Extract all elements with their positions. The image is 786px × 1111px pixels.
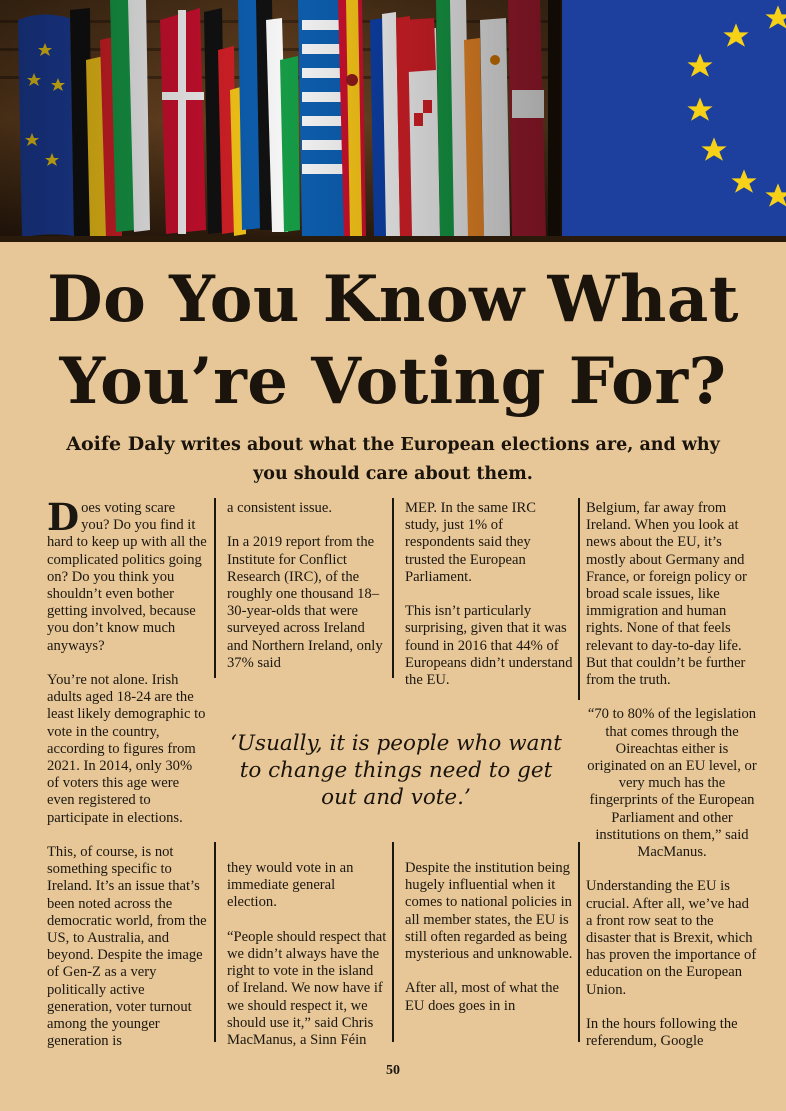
column-rule xyxy=(578,498,580,700)
paragraph: In the hours following the referendum, Google xyxy=(586,1015,738,1050)
paragraph xyxy=(47,495,207,655)
pull-quote: ‘Usually, it is people who want to change things need to get out and vote.’ xyxy=(230,731,562,810)
hero-flags-photo xyxy=(0,0,786,242)
paragraph: MEP. In the same IRC study, just 1% of respondents said they trusted the European Parliament. xyxy=(405,500,536,585)
column-3-top xyxy=(405,500,573,689)
paragraph: Belgium, far away from Ireland. When you look at news about the EU, it’s mostly about Germany and France, or foreign policy or broad scale issues, like immigration and human rights. None of that feels relevant to day-to-day life. But that couldn’t be further from the truth. xyxy=(586,500,747,689)
paragraph: After all, most of what the EU does goes in in xyxy=(405,980,560,1014)
column-rule xyxy=(214,842,216,1042)
column-2-top xyxy=(227,500,387,672)
paragraph: a consistent issue. xyxy=(227,500,332,516)
paragraph: they would vote in an immediate general election. xyxy=(227,860,354,911)
column-3-bottom xyxy=(405,860,573,1015)
quote-paragraph: “70 to 80% of the legislation that comes through the Oireachtas either is originated on an EU level, or very much has the fingerprints of the European Parliament and other institutions on them,” said MacManus. xyxy=(587,706,757,861)
paragraph: In a 2019 report from the Institute for Conflict Research (IRC), of the roughly one thousand 18–30-year-olds that were surveyed across Ireland and Northern Ireland, only 37% said xyxy=(227,534,383,671)
column-rule xyxy=(392,842,394,1042)
paragraph: Despite the institution being hugely influential when it comes to national policies in all member states, the EU is still often regarded as being mysterious and unknowable. xyxy=(405,860,573,963)
paragraph: Understanding the EU is crucial. After all, we’ve had a front row seat to the disaster that is Brexit, which has proven the importance of education on the European Union. xyxy=(586,878,757,998)
paragraph: This, of course, is not something specific to Ireland. It’s an issue that’s been noted across the democratic world, from the US, to Australia, and beyond. Despite the image of Gen-Z as a very politically active generation, voter turnout among the younger generation is xyxy=(47,844,207,1050)
column-rule xyxy=(214,498,216,678)
paragraph: “People should respect that we didn’t always have the right to vote in the island of Ireland. We now have if we should respect it, we should use it,” said Chris MacManus, a Sinn Féin xyxy=(227,928,387,1049)
author-name: Aoife Daly xyxy=(66,433,175,455)
standfirst-text: writes about what the European elections are, and why you should care about them. xyxy=(174,435,720,484)
drop-cap: D xyxy=(47,495,80,539)
paragraph-text: oes voting scare you? Do you find it hard to keep up with all the complicated politics going on? Do you think you shouldn’t even bother getting involved, because you don’t know much anyways? xyxy=(47,500,207,654)
paragraph: You’re not alone. Irish adults aged 18-24 are the least likely demographic to vote in the country, according to figures from 2021. In 2014, only 30% of voters this age were even registered to participate in elections. xyxy=(47,672,206,826)
page-number: 50 xyxy=(386,1063,400,1078)
article-title-line-1: Do You Know What xyxy=(47,262,739,337)
standfirst xyxy=(60,430,726,489)
article-title-line-2: You’re Voting For? xyxy=(59,344,727,419)
column-2-bottom xyxy=(227,860,387,1049)
eu-flags-illustration xyxy=(0,0,786,242)
column-rule xyxy=(392,498,394,678)
column-rule xyxy=(578,842,580,1042)
column-1 xyxy=(47,495,207,1050)
column-4 xyxy=(586,500,758,1050)
paragraph: This isn’t particularly surprising, given that it was found in 2016 that 44% of Europeans didn’t understand the EU. xyxy=(405,603,573,689)
